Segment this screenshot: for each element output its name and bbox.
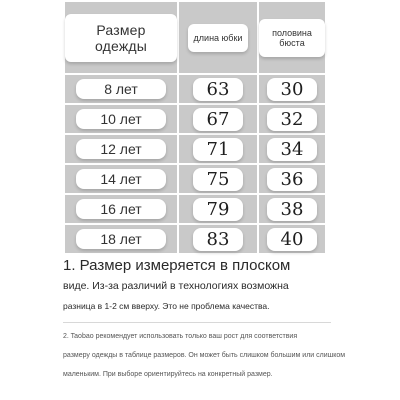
note-1-line-2: виде. Из-за различий в технологиях возможна (63, 280, 289, 292)
half-bust-cell: 38 (267, 198, 317, 221)
note-2-line-1: 2. Taobao рекомендует использовать только ваш рост для соответствия (63, 333, 298, 340)
skirt-length-cell: 71 (193, 138, 243, 161)
half-bust-cell: 36 (267, 168, 317, 191)
skirt-length-cell: 63 (193, 78, 243, 101)
half-bust-cell: 32 (267, 108, 317, 131)
size-cell: 12 лет (76, 139, 166, 159)
table-row (64, 194, 326, 224)
header-half-bust-cell (258, 1, 326, 74)
size-cell: 8 лет (76, 79, 166, 99)
half-bust-cell: 30 (267, 78, 317, 101)
size-cell: 18 лет (76, 229, 166, 249)
header-size-label: Размер одежды (65, 14, 177, 62)
note-1-line-3: разница в 1-2 см вверху. Это не проблема качества. (63, 301, 270, 311)
table-row (64, 134, 326, 164)
table-row (64, 164, 326, 194)
size-cell: 10 лет (76, 109, 166, 129)
notes-divider (63, 322, 331, 323)
header-skirt-length-label: длина юбки (188, 24, 249, 52)
table-row (64, 74, 326, 104)
table-row (64, 104, 326, 134)
header-skirt-length-cell (178, 1, 258, 74)
header-half-bust-label: половина бюста (259, 19, 325, 57)
note-2-line-2: размеру одежды в таблице размеров. Он может быть слишком большим или слишком (63, 352, 346, 359)
skirt-length-cell: 83 (193, 228, 243, 251)
note-1-line-1: 1. Размер измеряется в плоском (63, 257, 291, 274)
note-2-line-3: маленьким. При выборе ориентируйтесь на конкретный размер. (63, 371, 273, 378)
measurement-notes (63, 256, 346, 384)
half-bust-cell: 40 (267, 228, 317, 251)
header-size-cell (64, 1, 178, 74)
size-cell: 14 лет (76, 169, 166, 189)
size-cell: 16 лет (76, 199, 166, 219)
skirt-length-cell: 79 (193, 198, 243, 221)
half-bust-cell: 34 (267, 138, 317, 161)
size-table (63, 0, 327, 255)
size-chart (63, 0, 325, 253)
table-row (64, 224, 326, 254)
table-header-row (64, 1, 326, 74)
skirt-length-cell: 75 (193, 168, 243, 191)
skirt-length-cell: 67 (193, 108, 243, 131)
